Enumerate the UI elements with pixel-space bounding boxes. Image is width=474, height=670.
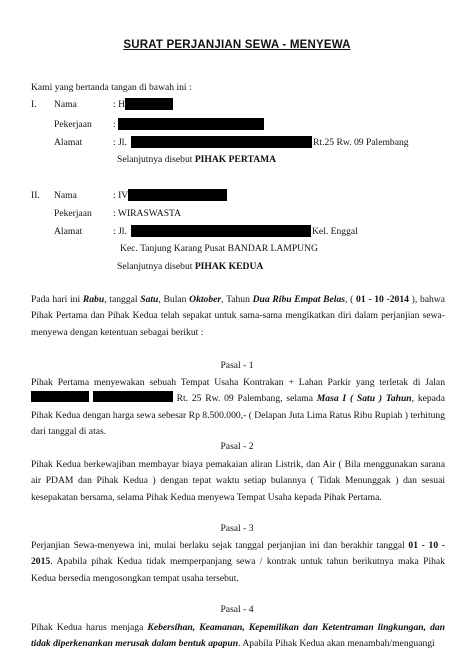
pasal2-paragraph: Pihak Kedua berkewajiban membayar biaya pemakaian aliran Listrik, dan Air ( Bila menggunakan sarana air PDAM dan Pihak Kedua ) dengan tepat waktu setiap bulannya ( Tidak Menunggak ) dan sesuai kesepakatan bersama, selama Pihak Kedua menyewa Tempat Usaha kepada Pihak Pertama. [31,459,445,503]
pasal3-heading: Pasal - 3 [220,523,254,534]
party1-alamat-suffix: Rt.25 Rw. 09 Palembang [313,137,409,148]
redaction-block [31,391,89,402]
party2-alamat-prefix: : Jl. [113,226,127,237]
pasal3-paragraph: Perjanjian Sewa-menyewa ini, mulai berlaku sejak tanggal perjanjian ini dan berakhir tanggal 01 - 10 - 2015. Apabila pihak Kedua tidak memperpanjang sewa / kontrak untuk tahun berikutnya maka Pihak Kedua bersedia mengosongkan tempat usaha tersebut. [31,540,445,584]
party2-numeral: II. [31,190,40,201]
opening-paragraph: Pada hari ini Rabu, tanggal Satu, Bulan Oktober, Tahun Dua Ribu Empat Belas, ( 01 - 10 -2014 ), bahwa Pihak Pertama dan Pihak Kedua telah sepakat untuk sama-sama mengikatkan diri dalam perjanjian sewa-menyewa dengan ketentuan sebagai berikut : [31,294,445,338]
party2-pekerjaan-value: : WIRASWASTA [113,208,182,219]
party1-pekerjaan-value: : [113,119,116,130]
party1-numeral: I. [31,99,37,110]
redaction-block [125,98,173,110]
pasal2-heading: Pasal - 2 [220,441,254,452]
redaction-block [131,136,312,148]
party1-pekerjaan-label: Pekerjaan [54,119,92,130]
redaction-block [93,391,173,402]
pasal1-paragraph: Pihak Pertama menyewakan sebuah Tempat Usaha Kontrakan + Lahan Parkir yang terletak di Jalan Rt. 25 Rw. 09 Palembang, selama Masa I ( Satu ) Tahun, kepada Pihak Kedua dengan harga sewa sebesar Rp 8.500.000,- ( Delapan Juta Lima Ratus Ribu Rupiah ) terhitung dari tanggal di atas. [31,377,445,437]
party1-alamat-prefix: : Jl. [113,137,127,148]
party2-alamat-suffix: Kel. Enggal [312,226,358,237]
pasal4-paragraph: Pihak Kedua harus menjaga Kebersihan, Keamanan, Kepemilikan dan Ketentraman lingkungan, dan tidak diperkenankan merusak dalam bentuk apapun. Apabila Pihak Kedua akan menambah/menguangi [31,622,446,650]
party2-pekerjaan-label: Pekerjaan [54,208,92,219]
pasal1-heading: Pasal - 1 [220,360,254,371]
pasal4-heading: Pasal - 4 [220,604,254,615]
redaction-block [118,118,264,130]
party2-referred: Selanjutnya disebut PIHAK KEDUA [117,261,264,272]
party1-nama-value: : H [113,99,125,110]
party2-nama-label: Nama [54,190,77,201]
document-title: SURAT PERJANJIAN SEWA - MENYEWA [123,39,351,51]
party2-alamat-label: Alamat [54,226,83,237]
party2-nama-value: : IV [113,190,129,201]
redaction-block [128,189,227,201]
redaction-block [131,225,311,237]
party1-alamat-label: Alamat [54,137,83,148]
party2-alamat-line2: Kec. Tanjung Karang Pusat BANDAR LAMPUNG [120,243,318,254]
party1-referred: Selanjutnya disebut PIHAK PERTAMA [117,154,277,165]
intro-text: Kami yang bertanda tangan di bawah ini : [31,82,192,93]
party1-nama-label: Nama [54,99,77,110]
